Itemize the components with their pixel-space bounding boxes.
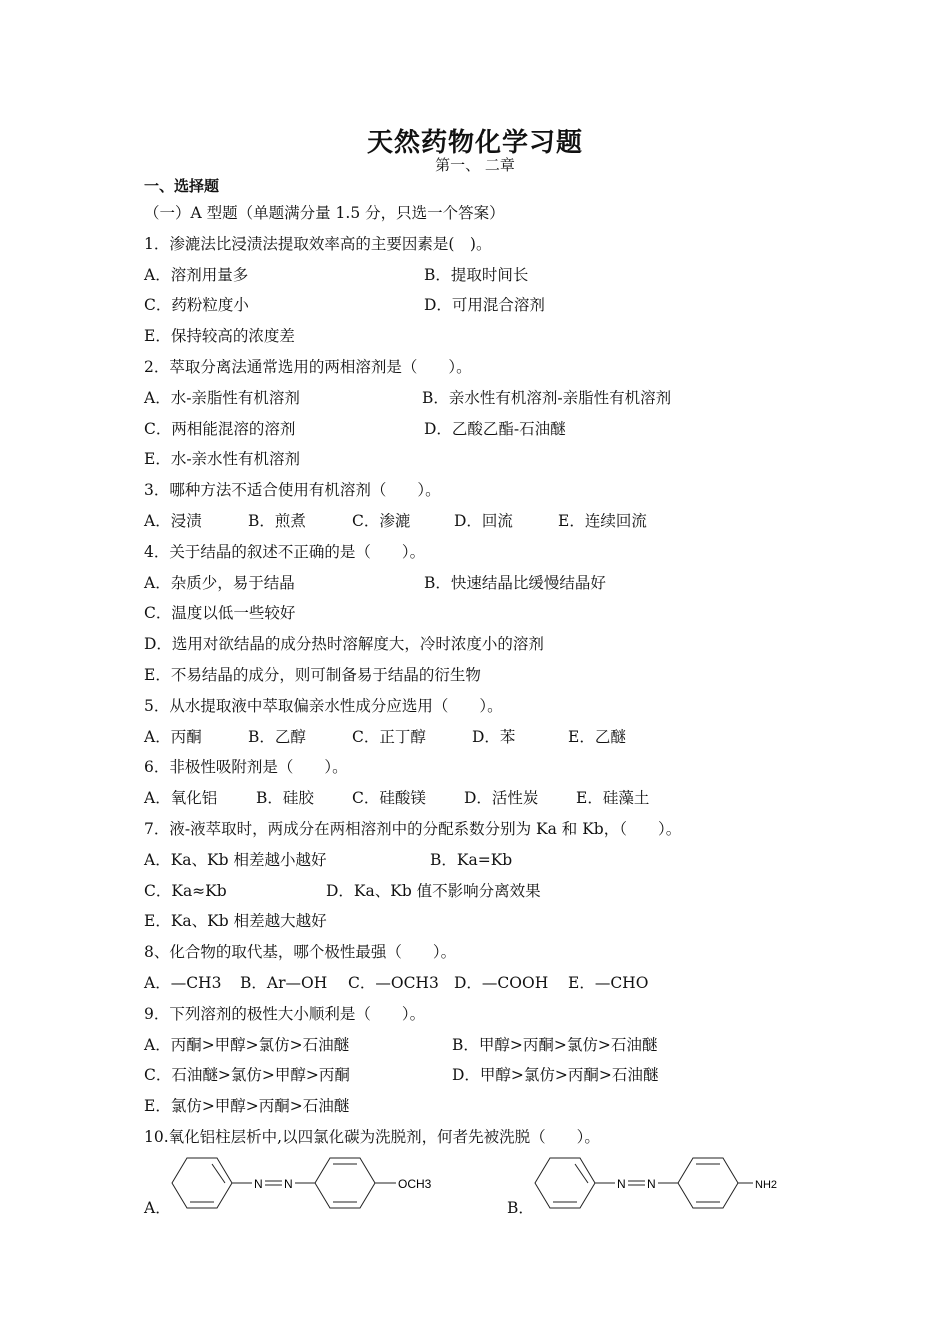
- line-text: A．浸渍: [144, 511, 202, 530]
- substituent-och3: OCH3: [398, 1177, 432, 1191]
- line-text: E．Ka、Kb 相差越大越好: [144, 912, 327, 931]
- text-line: [144, 321, 824, 352]
- line-text: E．不易结晶的成分，则可制备易于结晶的衍生物: [144, 665, 481, 684]
- option-text: B．乙醇: [248, 727, 306, 746]
- option-text: B．Ar—OH: [240, 973, 328, 992]
- text-line: [144, 229, 824, 260]
- azo-n-right: N: [284, 1177, 293, 1191]
- option-text: B．提取时间长: [424, 265, 529, 284]
- structure-b-diagram: [533, 1150, 793, 1216]
- line-text: D．选用对欲结晶的成分热时溶解度大，冷时浓度小的溶剂: [144, 635, 544, 654]
- text-line: [144, 906, 824, 937]
- option-text: D．活性炭: [464, 789, 539, 808]
- structure-b-label: B．: [507, 1199, 534, 1217]
- line-text: C．药粉粒度小: [144, 296, 249, 315]
- line-text: A．丙酮>甲醇>氯仿>石油醚: [144, 1035, 350, 1054]
- line-text: （一）A 型题（单题满分量 1.5 分，只选一个答案）: [144, 204, 505, 222]
- option-text: C．硅酸镁: [352, 789, 426, 808]
- option-text: D．乙酸乙酯-石油醚: [424, 419, 566, 438]
- line-text: 4．关于结晶的叙述不正确的是（ ）。: [144, 542, 426, 561]
- option-text: D．Ka、Kb 值不影响分离效果: [326, 881, 541, 900]
- option-text: D．回流: [454, 511, 513, 530]
- page-subtitle: 第一、 二章: [435, 156, 515, 174]
- option-text: B．煎煮: [248, 511, 306, 530]
- structure-a-label: A．: [144, 1199, 171, 1217]
- line-text: C．石油醚>氯仿>甲醇>丙酮: [144, 1066, 350, 1085]
- text-line: [144, 1060, 824, 1091]
- text-line: [144, 598, 824, 629]
- text-line: [144, 968, 824, 999]
- text-line: [144, 660, 824, 691]
- line-text: 8、化合物的取代基，哪个极性最强（ ）。: [144, 943, 457, 962]
- text-line: [144, 752, 824, 783]
- text-line: [144, 814, 824, 845]
- line-text: 5．从水提取液中萃取偏亲水性成分应选用（ ）。: [144, 696, 503, 715]
- line-text: 9．下列溶剂的极性大小顺利是（ ）。: [144, 1004, 426, 1023]
- line-text: A．氧化铝: [144, 789, 218, 808]
- text-line: [144, 845, 824, 876]
- option-text: B．甲醇>丙酮>氯仿>石油醚: [452, 1035, 658, 1054]
- line-text: A．水-亲脂性有机溶剂: [144, 388, 300, 407]
- line-text: A．杂质少，易于结晶: [144, 573, 295, 592]
- text-line: [144, 568, 824, 599]
- option-text: D．苯: [472, 727, 516, 746]
- line-text: 3．哪种方法不适合使用有机溶剂（ ）。: [144, 481, 441, 500]
- option-text: E．连续回流: [558, 511, 647, 530]
- line-text: A．溶剂用量多: [144, 265, 249, 284]
- option-text: B．亲水性有机溶剂-亲脂性有机溶剂: [422, 388, 672, 407]
- line-text: 1．渗漉法比浸渍法提取效率高的主要因素是( )。: [144, 234, 492, 253]
- text-line: [144, 937, 824, 968]
- text-line: [144, 352, 824, 383]
- text-line: [144, 198, 824, 229]
- option-text: E．乙醚: [568, 727, 626, 746]
- option-text: E．—CHO: [568, 973, 649, 992]
- text-line: [144, 629, 824, 660]
- azo-n-right: N: [647, 1177, 656, 1191]
- text-line: [144, 414, 824, 445]
- line-text: C．Ka≈Kb: [144, 881, 227, 900]
- text-line: [144, 1091, 824, 1122]
- text-line: [144, 537, 824, 568]
- option-text: B．Ka=Kb: [430, 850, 513, 869]
- option-text: C．正丁醇: [352, 727, 426, 746]
- text-line: [144, 506, 824, 537]
- text-line: [144, 876, 824, 907]
- text-line: [144, 1030, 824, 1061]
- line-text: A．Ka、Kb 相差越小越好: [144, 850, 327, 869]
- page-title: 天然药物化学习题: [366, 128, 583, 158]
- line-text: C．两相能混溶的溶剂: [144, 419, 296, 438]
- text-line: [144, 1122, 824, 1153]
- option-text: C．—OCH3: [348, 973, 439, 992]
- option-text: B．快速结晶比缓慢结晶好: [424, 573, 606, 592]
- line-text: A．—CH3: [144, 973, 222, 992]
- azo-n-left: N: [254, 1177, 263, 1191]
- line-text: A．丙酮: [144, 727, 202, 746]
- line-text: E．氯仿>甲醇>丙酮>石油醚: [144, 1097, 350, 1116]
- option-text: E．硅藻土: [576, 789, 650, 808]
- azo-n-left: N: [617, 1177, 626, 1191]
- line-text: C．温度以低一些较好: [144, 604, 296, 623]
- option-text: D．甲醇>氯仿>丙酮>石油醚: [452, 1066, 659, 1085]
- line-text: 6．非极性吸附剂是（ ）。: [144, 758, 348, 777]
- structure-a-diagram: [170, 1150, 450, 1216]
- text-line: [144, 783, 824, 814]
- line-text: E．水-亲水性有机溶剂: [144, 450, 301, 469]
- text-line: [144, 444, 824, 475]
- text-line: [144, 383, 824, 414]
- line-text: E．保持较高的浓度差: [144, 327, 295, 346]
- text-line: [144, 999, 824, 1030]
- text-line: [144, 722, 824, 753]
- text-line: [144, 260, 824, 291]
- text-line: [144, 691, 824, 722]
- question-list: [144, 198, 824, 1153]
- substituent-nh2: NH2: [755, 1179, 778, 1191]
- option-text: C．渗漉: [352, 511, 411, 530]
- line-text: 7．液-液萃取时，两成分在两相溶剂中的分配系数分别为 Ka 和 Kb，（ ）。: [144, 819, 682, 838]
- option-text: B．硅胶: [256, 789, 314, 808]
- option-text: D．—COOH: [454, 973, 549, 992]
- text-line: [144, 290, 824, 321]
- option-text: D．可用混合溶剂: [424, 296, 545, 315]
- section-heading: 一、选择题: [144, 177, 220, 195]
- line-text: 10.氧化铝柱层析中,以四氯化碳为洗脱剂，何者先被洗脱（ ）。: [144, 1127, 600, 1146]
- text-line: [144, 475, 824, 506]
- line-text: 2．萃取分离法通常选用的两相溶剂是（ ）。: [144, 357, 472, 376]
